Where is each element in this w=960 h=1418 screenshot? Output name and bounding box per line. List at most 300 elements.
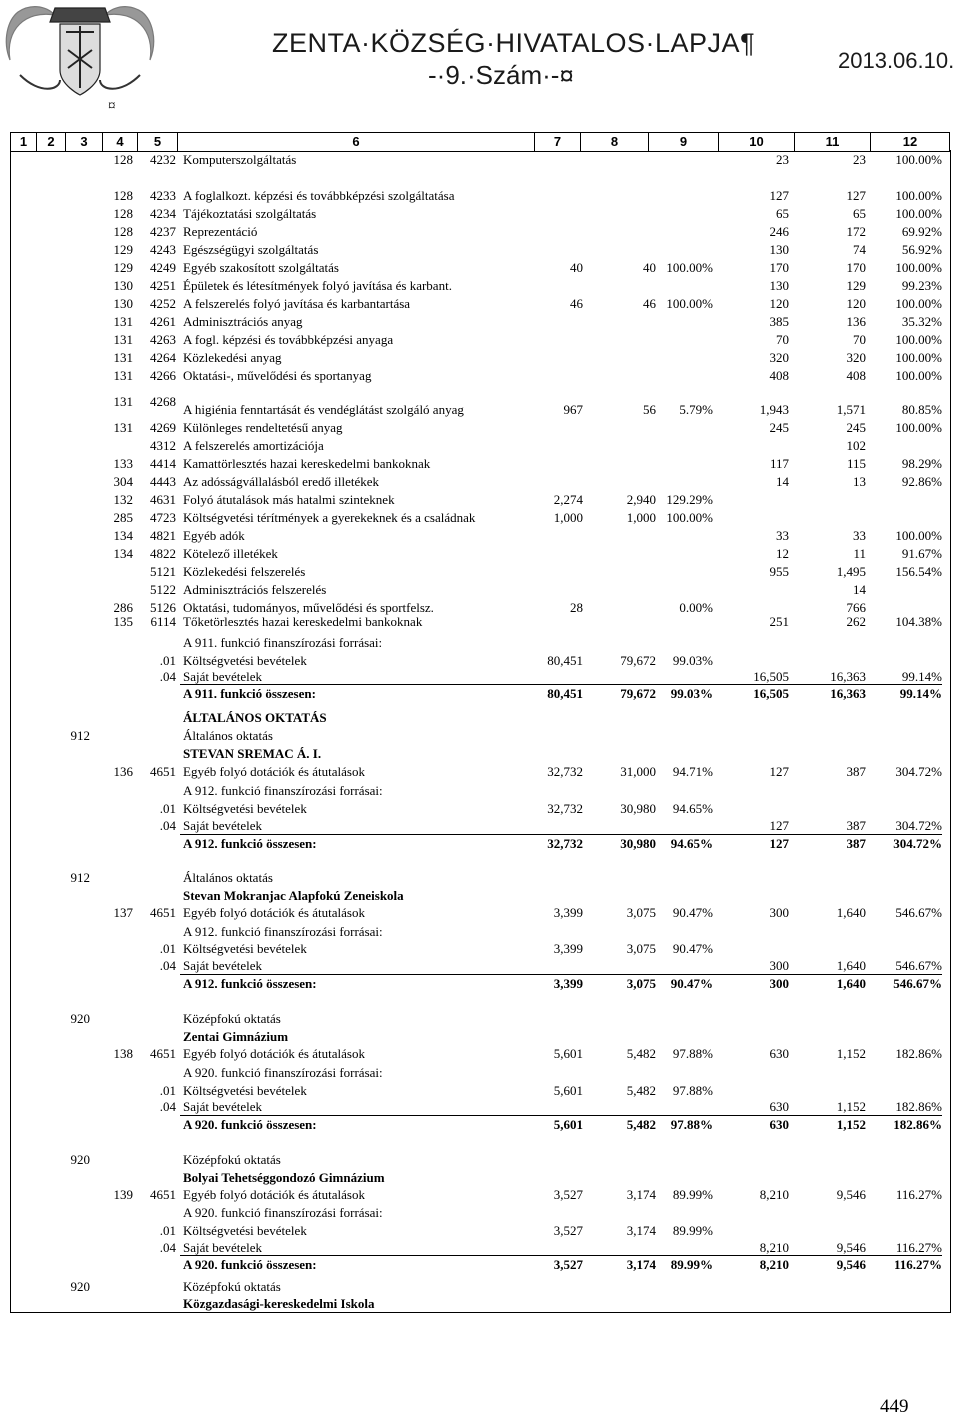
table-row <box>0 151 960 168</box>
table-row <box>0 1064 960 1081</box>
table-row <box>0 727 960 744</box>
value-col-10: 300 <box>769 976 789 991</box>
value-col-9: 100.00% <box>666 260 713 275</box>
description: A 920. funkció összesen: <box>183 1117 317 1132</box>
value-col-12: 156.54% <box>895 564 942 579</box>
column-header: 2 <box>37 133 66 151</box>
value-col-7: 32,732 <box>547 764 583 779</box>
description: Egyéb szakosított szolgáltatás <box>183 260 339 275</box>
value-col-9: 99.03% <box>672 653 713 668</box>
description: Egyéb folyó dotációk és átutalások <box>183 905 365 920</box>
value-col-12: 104.38% <box>895 614 942 629</box>
description: Költségvetési bevételek <box>183 941 307 956</box>
description: Saját bevételek <box>183 958 263 973</box>
table-row <box>0 1186 960 1203</box>
paragraph-mark: ¤ <box>108 98 116 114</box>
value-col-11: 320 <box>846 350 866 365</box>
account-code: 4312 <box>150 438 176 453</box>
value-col-8: 56 <box>643 402 656 417</box>
table-row <box>0 1098 960 1115</box>
summary-separator <box>180 1115 942 1116</box>
value-col-11: 23 <box>853 152 866 167</box>
value-col-10: 65 <box>776 206 789 221</box>
account-code: 4233 <box>150 188 176 203</box>
column-header: 3 <box>66 133 103 151</box>
account-code: 4264 <box>150 350 176 365</box>
value-col-7: 3,399 <box>553 905 583 920</box>
description: Reprezentáció <box>183 224 258 239</box>
account-code: 4266 <box>150 368 176 383</box>
summary-row <box>0 709 960 726</box>
table-row <box>0 563 960 580</box>
value-col-11: 170 <box>846 260 866 275</box>
value-col-8: 3,174 <box>626 1257 656 1272</box>
description: A 920. funkció finanszírozási forrásai: <box>183 1065 383 1080</box>
value-col-9: 94.71% <box>672 764 713 779</box>
value-col-8: 3,075 <box>626 941 656 956</box>
value-col-10: 16,505 <box>753 686 789 701</box>
summary-row <box>0 1169 960 1186</box>
description: Folyó átutalások más hatalmi szinteknek <box>183 492 395 507</box>
value-col-10: 245 <box>769 420 789 435</box>
value-col-11: 136 <box>846 314 866 329</box>
column-header: 5 <box>138 133 178 151</box>
value-col-10: 8,210 <box>759 1187 789 1202</box>
value-col-12: 304.72% <box>893 836 942 851</box>
description: A foglalkozt. képzési és továbbképzési szolgáltatása <box>183 188 455 203</box>
value-col-12: 100.00% <box>895 260 942 275</box>
value-col-8: 5,482 <box>626 1046 656 1061</box>
description: Költségvetési bevételek <box>183 653 307 668</box>
value-col-8: 3,075 <box>626 905 656 920</box>
value-col-11: 9,546 <box>836 1187 866 1202</box>
issue-number: -·9.·Szám·-¤ <box>428 60 574 90</box>
description: A fogl. képzési és továbbképzési anyaga <box>183 332 394 347</box>
description: Középfokú oktatás <box>183 1279 281 1294</box>
value-col-9: 99.03% <box>670 686 713 701</box>
value-col-11: 14 <box>853 582 866 597</box>
value-col-8: 1,000 <box>626 510 656 525</box>
table-row <box>0 367 960 384</box>
table-row <box>0 349 960 366</box>
value-col-9: 89.99% <box>670 1257 713 1272</box>
table-row <box>0 1239 960 1256</box>
account-code: 4821 <box>150 528 176 543</box>
value-col-8: 30,980 <box>620 801 656 816</box>
table-row <box>0 259 960 276</box>
account-code: 4651 <box>150 764 176 779</box>
value-col-12: 35.32% <box>901 314 942 329</box>
description: Egyéb folyó dotációk és átutalások <box>183 1187 365 1202</box>
value-col-9: 97.88% <box>672 1083 713 1098</box>
value-col-10: 955 <box>769 564 789 579</box>
description: Általános oktatás <box>183 870 273 885</box>
value-col-11: 127 <box>846 188 866 203</box>
value-col-10: 33 <box>776 528 789 543</box>
value-col-12: 100.00% <box>895 368 942 383</box>
value-col-9: 100.00% <box>666 510 713 525</box>
account-code: 4631 <box>150 492 176 507</box>
value-col-12: 100.00% <box>895 188 942 203</box>
value-col-9: 90.47% <box>672 941 713 956</box>
account-code: .01 <box>159 801 176 816</box>
value-col-10: 300 <box>769 905 789 920</box>
table-row <box>0 817 960 834</box>
account-code: 4237 <box>150 224 176 239</box>
account-code: 4723 <box>150 510 176 525</box>
account-code: 4651 <box>150 905 176 920</box>
value-col-7: 3,527 <box>553 1223 583 1238</box>
account-code: 4651 <box>150 1046 176 1061</box>
account-code: 4234 <box>150 206 176 221</box>
description: Az adósságvállalásból eredő illetékek <box>183 474 380 489</box>
summary-row <box>0 887 960 904</box>
description: Saját bevételek <box>183 1099 263 1114</box>
value-col-12: 304.72% <box>895 764 942 779</box>
table-row <box>0 241 960 258</box>
issue-date: 2013.06.10. <box>838 48 955 73</box>
table-row <box>0 437 960 454</box>
value-col-12: 546.67% <box>893 976 942 991</box>
value-col-7: 80,451 <box>547 686 583 701</box>
description: Középfokú oktatás <box>183 1011 281 1026</box>
position-number: 286 <box>113 600 133 615</box>
position-number: 285 <box>113 510 133 525</box>
value-col-12: 100.00% <box>895 350 942 365</box>
value-col-11: 387 <box>846 764 866 779</box>
value-col-12: 100.00% <box>895 206 942 221</box>
value-col-10: 127 <box>769 818 789 833</box>
position-number: 131 <box>113 332 133 347</box>
table-row <box>0 1010 960 1027</box>
table-row <box>0 800 960 817</box>
value-col-8: 3,174 <box>626 1187 656 1202</box>
account-code: .01 <box>159 1083 176 1098</box>
position-number: 131 <box>113 394 133 409</box>
value-col-12: 546.67% <box>895 958 942 973</box>
summary-separator <box>180 684 942 685</box>
description: A 911. funkció finanszírozási forrásai: <box>183 635 383 650</box>
position-number: 131 <box>113 314 133 329</box>
value-col-10: 127 <box>769 188 789 203</box>
value-col-11: 102 <box>846 438 866 453</box>
value-col-7: 2,274 <box>553 492 583 507</box>
value-col-10: 130 <box>769 278 789 293</box>
table-row <box>0 923 960 940</box>
account-code: 6114 <box>150 614 176 629</box>
value-col-11: 13 <box>853 474 866 489</box>
summary-separator <box>180 1255 942 1256</box>
table-row <box>0 634 960 651</box>
summary-row <box>0 745 960 762</box>
description: Saját bevételek <box>183 818 263 833</box>
value-col-7: 3,527 <box>553 1257 583 1272</box>
description: Zentai Gimnázium <box>183 1029 289 1044</box>
value-col-8: 5,482 <box>626 1117 656 1132</box>
table-row <box>0 205 960 222</box>
value-col-11: 262 <box>846 614 866 629</box>
position-number: 304 <box>113 474 133 489</box>
value-col-12: 116.27% <box>895 1187 942 1202</box>
description: A 912. funkció finanszírozási forrásai: <box>183 924 383 939</box>
value-col-12: 100.00% <box>895 152 942 167</box>
value-col-9: 94.65% <box>672 801 713 816</box>
account-code: 4443 <box>150 474 176 489</box>
function-code: 920 <box>70 1152 90 1167</box>
value-col-8: 31,000 <box>620 764 656 779</box>
value-col-12: 99.14% <box>901 669 942 684</box>
description: A felszerelés folyó javítása és karbantartása <box>183 296 411 311</box>
value-col-11: 387 <box>846 836 866 851</box>
value-col-9: 89.99% <box>672 1187 713 1202</box>
table-row <box>0 1151 960 1168</box>
table-row <box>0 763 960 780</box>
account-code: .04 <box>159 818 176 833</box>
value-col-12: 99.14% <box>899 686 942 701</box>
description: Saját bevételek <box>183 669 263 684</box>
value-col-8: 3,174 <box>626 1223 656 1238</box>
account-code: 4822 <box>150 546 176 561</box>
description: A 920. funkció finanszírozási forrásai: <box>183 1205 383 1220</box>
value-col-12: 100.00% <box>895 332 942 347</box>
value-col-11: 1,152 <box>836 1117 866 1132</box>
description: A higiénia fenntartását és vendéglátást szolgáló anyag <box>183 402 464 417</box>
table-row <box>0 1222 960 1239</box>
account-code: .04 <box>159 1240 176 1255</box>
value-col-8: 5,482 <box>626 1083 656 1098</box>
table-row <box>0 419 960 436</box>
description: Stevan Mokranjac Alapfokú Zeneiskola <box>183 888 404 903</box>
description: Oktatási, tudományos, művelődési és sportfelsz. <box>183 600 434 615</box>
position-number: 130 <box>113 278 133 293</box>
value-col-8: 2,940 <box>626 492 656 507</box>
value-col-8: 40 <box>643 260 656 275</box>
description: Egyéb folyó dotációk és átutalások <box>183 1046 365 1061</box>
value-col-11: 1,152 <box>836 1046 866 1061</box>
account-code: .04 <box>159 1099 176 1114</box>
position-number: 135 <box>113 614 133 629</box>
table-row <box>0 295 960 312</box>
table-row <box>0 187 960 204</box>
value-col-10: 127 <box>769 764 789 779</box>
table-row <box>0 277 960 294</box>
value-col-12: 100.00% <box>895 296 942 311</box>
value-col-11: 172 <box>846 224 866 239</box>
value-col-10: 630 <box>769 1046 789 1061</box>
column-header: 12 <box>871 133 950 151</box>
account-code: 4252 <box>150 296 176 311</box>
position-number: 133 <box>113 456 133 471</box>
account-code: 4263 <box>150 332 176 347</box>
description: Költségvetési bevételek <box>183 1083 307 1098</box>
position-number: 129 <box>113 260 133 275</box>
table-row <box>0 957 960 974</box>
column-header: 10 <box>719 133 795 151</box>
account-code: 4261 <box>150 314 176 329</box>
value-col-12: 116.27% <box>893 1257 942 1272</box>
position-number: 128 <box>113 206 133 221</box>
value-col-7: 32,732 <box>547 836 583 851</box>
value-col-7: 5,601 <box>553 1117 583 1132</box>
column-header: 8 <box>581 133 649 151</box>
coat-of-arms-icon <box>0 0 160 100</box>
value-col-10: 251 <box>769 614 789 629</box>
publication-title: ZENTA·KÖZSÉG·HIVATALOS·LAPJA¶ <box>272 28 756 58</box>
position-number: 128 <box>113 224 133 239</box>
position-number: 138 <box>113 1046 133 1061</box>
description: Kamattörlesztés hazai kereskedelmi bankoknak <box>183 456 431 471</box>
table-row <box>0 491 960 508</box>
position-number: 128 <box>113 152 133 167</box>
account-code: .01 <box>159 1223 176 1238</box>
function-code: 920 <box>70 1011 90 1026</box>
value-col-12: 91.67% <box>901 546 942 561</box>
value-col-12: 116.27% <box>895 1240 942 1255</box>
summary-separator <box>180 974 942 975</box>
page-header <box>0 0 960 118</box>
value-col-11: 11 <box>853 546 866 561</box>
table-row <box>0 940 960 957</box>
position-number: 131 <box>113 350 133 365</box>
column-header: 9 <box>649 133 719 151</box>
summary-row <box>0 685 960 702</box>
value-col-10: 130 <box>769 242 789 257</box>
value-col-12: 100.00% <box>895 420 942 435</box>
function-code: 920 <box>70 1279 90 1294</box>
table-row <box>0 1278 960 1295</box>
column-header: 4 <box>103 133 138 151</box>
value-col-7: 3,399 <box>553 941 583 956</box>
table-row <box>0 313 960 330</box>
description: Egyéb folyó dotációk és átutalások <box>183 764 365 779</box>
value-col-12: 182.86% <box>893 1117 942 1132</box>
account-code: 4269 <box>150 420 176 435</box>
value-col-7: 3,399 <box>553 976 583 991</box>
table-row <box>0 509 960 526</box>
column-header: 11 <box>795 133 871 151</box>
table-row <box>0 545 960 562</box>
description: Középfokú oktatás <box>183 1152 281 1167</box>
value-col-8: 30,980 <box>620 836 656 851</box>
value-col-9: 90.47% <box>670 976 713 991</box>
value-col-11: 70 <box>853 332 866 347</box>
value-col-10: 14 <box>776 474 789 489</box>
description: Komputerszolgáltatás <box>183 152 297 167</box>
value-col-9: 90.47% <box>672 905 713 920</box>
description: Közlekedési anyag <box>183 350 282 365</box>
account-code: 4251 <box>150 278 176 293</box>
account-code: 4651 <box>150 1187 176 1202</box>
value-col-11: 1,152 <box>836 1099 866 1114</box>
table-row <box>0 904 960 921</box>
value-col-12: 56.92% <box>901 242 942 257</box>
value-col-9: 0.00% <box>679 600 713 615</box>
account-code: 4268 <box>150 394 176 409</box>
summary-row <box>0 835 960 852</box>
description: Tőketörlesztés hazai kereskedelmi bankoknak <box>183 614 423 629</box>
value-col-10: 8,210 <box>759 1240 789 1255</box>
value-col-10: 16,505 <box>753 669 789 684</box>
table-row <box>0 652 960 669</box>
description: A 912. funkció összesen: <box>183 836 317 851</box>
table-row <box>0 331 960 348</box>
table-row <box>0 473 960 490</box>
description: Adminisztrációs felszerelés <box>183 582 327 597</box>
value-col-10: 127 <box>769 836 789 851</box>
table-row <box>0 581 960 598</box>
table-row <box>0 527 960 544</box>
account-code: 5122 <box>150 582 176 597</box>
value-col-11: 120 <box>846 296 866 311</box>
account-code: .04 <box>159 958 176 973</box>
column-header: 1 <box>11 133 37 151</box>
value-col-11: 1,640 <box>836 958 866 973</box>
value-col-12: 546.67% <box>895 905 942 920</box>
table-row <box>0 613 960 630</box>
position-number: 129 <box>113 242 133 257</box>
value-col-10: 12 <box>776 546 789 561</box>
value-col-11: 9,546 <box>836 1257 866 1272</box>
description: Oktatási-, művelődési és sportanyag <box>183 368 372 383</box>
table-row <box>0 455 960 472</box>
table-row <box>0 401 960 418</box>
value-col-9: 94.65% <box>670 836 713 851</box>
value-col-7: 40 <box>570 260 583 275</box>
description: Közgazdasági-kereskedelmi Iskola <box>183 1296 375 1311</box>
value-col-10: 630 <box>769 1099 789 1114</box>
description: Bolyai Tehetséggondozó Gimnázium <box>183 1170 385 1185</box>
description: Egészségügyi szolgáltatás <box>183 242 319 257</box>
value-col-8: 79,672 <box>620 653 656 668</box>
value-col-11: 74 <box>853 242 866 257</box>
value-col-11: 65 <box>853 206 866 221</box>
value-col-7: 80,451 <box>547 653 583 668</box>
table-row <box>0 1045 960 1062</box>
value-col-9: 89.99% <box>672 1223 713 1238</box>
value-col-12: 304.72% <box>895 818 942 833</box>
value-col-10: 300 <box>769 958 789 973</box>
column-header-bar <box>10 132 950 152</box>
value-col-10: 385 <box>769 314 789 329</box>
position-number: 134 <box>113 546 133 561</box>
account-code: .01 <box>159 653 176 668</box>
position-number: 131 <box>113 368 133 383</box>
value-col-11: 245 <box>846 420 866 435</box>
description: A 911. funkció összesen: <box>183 686 316 701</box>
description: ÁLTALÁNOS OKTATÁS <box>183 710 327 725</box>
summary-row <box>0 1256 960 1273</box>
account-code: 4232 <box>150 152 176 167</box>
account-code: 5121 <box>150 564 176 579</box>
description: Adminisztrációs anyag <box>183 314 303 329</box>
position-number: 136 <box>113 764 133 779</box>
value-col-11: 1,640 <box>836 976 866 991</box>
function-code: 912 <box>70 728 90 743</box>
value-col-7: 5,601 <box>553 1083 583 1098</box>
value-col-10: 408 <box>769 368 789 383</box>
account-code: .04 <box>159 669 176 684</box>
value-col-7: 28 <box>570 600 583 615</box>
value-col-9: 100.00% <box>666 296 713 311</box>
column-header: 7 <box>535 133 581 151</box>
value-col-11: 1,640 <box>836 905 866 920</box>
table-row <box>0 668 960 685</box>
value-col-11: 129 <box>846 278 866 293</box>
description: A 912. funkció finanszírozási forrásai: <box>183 783 383 798</box>
description: A 920. funkció összesen: <box>183 1257 317 1272</box>
description: Saját bevételek <box>183 1240 263 1255</box>
description: Különleges rendeltetésű anyag <box>183 420 343 435</box>
